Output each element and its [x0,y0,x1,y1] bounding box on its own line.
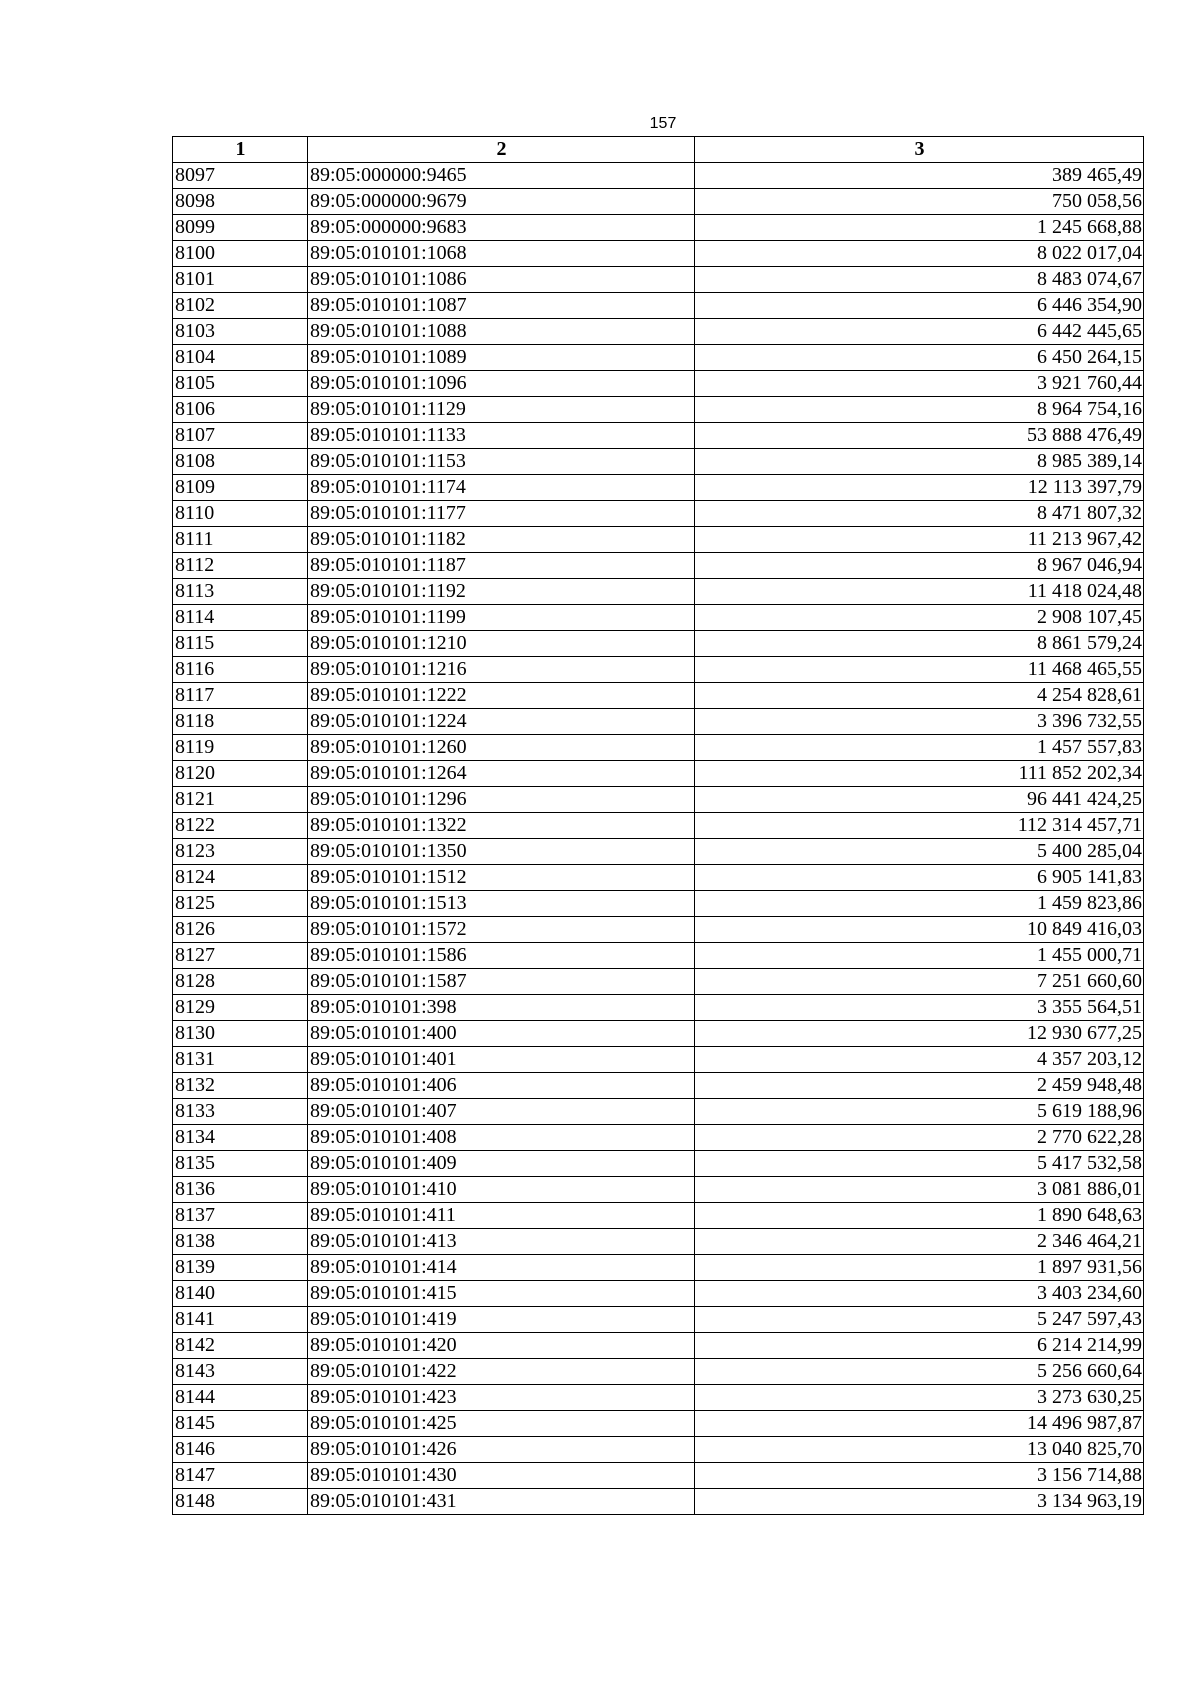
column-header-1: 1 [173,137,308,163]
table-body [173,163,1144,1515]
row-number-cell: 8128 [173,969,308,995]
row-number-cell: 8118 [173,709,308,735]
table-row [173,1333,1144,1359]
table-row [173,839,1144,865]
value-cell: 3 156 714,88 [695,1463,1144,1489]
value-cell: 2 346 464,21 [695,1229,1144,1255]
value-cell: 8 861 579,24 [695,631,1144,657]
cadastral-number-cell: 89:05:010101:1587 [308,969,695,995]
value-cell: 4 357 203,12 [695,1047,1144,1073]
table-row [173,449,1144,475]
row-number-cell: 8099 [173,215,308,241]
row-number-cell: 8142 [173,1333,308,1359]
table-row [173,215,1144,241]
cadastral-number-cell: 89:05:010101:1187 [308,553,695,579]
value-cell: 1 459 823,86 [695,891,1144,917]
table-row [173,631,1144,657]
table-row [173,1437,1144,1463]
row-number-cell: 8140 [173,1281,308,1307]
row-number-cell: 8144 [173,1385,308,1411]
value-cell: 1 897 931,56 [695,1255,1144,1281]
value-cell: 2 908 107,45 [695,605,1144,631]
row-number-cell: 8130 [173,1021,308,1047]
cadastral-number-cell: 89:05:010101:413 [308,1229,695,1255]
value-cell: 3 081 886,01 [695,1177,1144,1203]
table-row [173,787,1144,813]
value-cell: 750 058,56 [695,189,1144,215]
cadastral-number-cell: 89:05:010101:1322 [308,813,695,839]
table-row [173,579,1144,605]
table-row [173,735,1144,761]
cadastral-number-cell: 89:05:010101:1224 [308,709,695,735]
cadastral-number-cell: 89:05:010101:411 [308,1203,695,1229]
table-row [173,657,1144,683]
value-cell: 11 213 967,42 [695,527,1144,553]
value-cell: 14 496 987,87 [695,1411,1144,1437]
cadastral-number-cell: 89:05:010101:1210 [308,631,695,657]
row-number-cell: 8138 [173,1229,308,1255]
row-number-cell: 8122 [173,813,308,839]
table-header-row [173,137,1144,163]
cadastral-number-cell: 89:05:000000:9465 [308,163,695,189]
table-row [173,605,1144,631]
value-cell: 8 022 017,04 [695,241,1144,267]
value-cell: 5 247 597,43 [695,1307,1144,1333]
value-cell: 3 921 760,44 [695,371,1144,397]
table-row [173,475,1144,501]
table-row [173,1489,1144,1515]
table-row [173,1411,1144,1437]
cadastral-number-cell: 89:05:010101:1129 [308,397,695,423]
row-number-cell: 8100 [173,241,308,267]
row-number-cell: 8107 [173,423,308,449]
cadastral-number-cell: 89:05:010101:1068 [308,241,695,267]
value-cell: 5 400 285,04 [695,839,1144,865]
value-cell: 112 314 457,71 [695,813,1144,839]
value-cell: 3 403 234,60 [695,1281,1144,1307]
column-header-3: 3 [695,137,1144,163]
row-number-cell: 8097 [173,163,308,189]
value-cell: 3 355 564,51 [695,995,1144,1021]
table-row [173,163,1144,189]
table-row [173,1047,1144,1073]
row-number-cell: 8103 [173,319,308,345]
cadastral-number-cell: 89:05:010101:415 [308,1281,695,1307]
row-number-cell: 8102 [173,293,308,319]
value-cell: 11 418 024,48 [695,579,1144,605]
row-number-cell: 8108 [173,449,308,475]
cadastral-number-cell: 89:05:010101:1182 [308,527,695,553]
cadastral-number-cell: 89:05:010101:1586 [308,943,695,969]
table-row [173,293,1144,319]
value-cell: 96 441 424,25 [695,787,1144,813]
table-row [173,813,1144,839]
value-cell: 1 890 648,63 [695,1203,1144,1229]
cadastral-number-cell: 89:05:010101:1133 [308,423,695,449]
value-cell: 3 134 963,19 [695,1489,1144,1515]
row-number-cell: 8116 [173,657,308,683]
cadastral-number-cell: 89:05:010101:1153 [308,449,695,475]
row-number-cell: 8111 [173,527,308,553]
table-row [173,501,1144,527]
row-number-cell: 8148 [173,1489,308,1515]
row-number-cell: 8132 [173,1073,308,1099]
table-row [173,943,1144,969]
row-number-cell: 8101 [173,267,308,293]
value-cell: 8 964 754,16 [695,397,1144,423]
column-header-2: 2 [308,137,695,163]
cadastral-number-cell: 89:05:010101:1513 [308,891,695,917]
cadastral-number-cell: 89:05:010101:1192 [308,579,695,605]
row-number-cell: 8114 [173,605,308,631]
table-row [173,1385,1144,1411]
table-row [173,1229,1144,1255]
cadastral-number-cell: 89:05:010101:1174 [308,475,695,501]
value-cell: 2 459 948,48 [695,1073,1144,1099]
row-number-cell: 8098 [173,189,308,215]
value-cell: 11 468 465,55 [695,657,1144,683]
row-number-cell: 8112 [173,553,308,579]
cadastral-number-cell: 89:05:010101:422 [308,1359,695,1385]
row-number-cell: 8129 [173,995,308,1021]
value-cell: 12 930 677,25 [695,1021,1144,1047]
value-cell: 53 888 476,49 [695,423,1144,449]
row-number-cell: 8135 [173,1151,308,1177]
value-cell: 6 214 214,99 [695,1333,1144,1359]
cadastral-value-table [172,136,1144,1515]
cadastral-number-cell: 89:05:010101:1089 [308,345,695,371]
table-row [173,553,1144,579]
row-number-cell: 8127 [173,943,308,969]
cadastral-number-cell: 89:05:010101:400 [308,1021,695,1047]
table-row [173,371,1144,397]
row-number-cell: 8143 [173,1359,308,1385]
cadastral-number-cell: 89:05:010101:425 [308,1411,695,1437]
cadastral-number-cell: 89:05:010101:414 [308,1255,695,1281]
cadastral-number-cell: 89:05:010101:1512 [308,865,695,891]
row-number-cell: 8115 [173,631,308,657]
table-row [173,1203,1144,1229]
cadastral-number-cell: 89:05:010101:1264 [308,761,695,787]
cadastral-number-cell: 89:05:000000:9683 [308,215,695,241]
cadastral-number-cell: 89:05:010101:1216 [308,657,695,683]
cadastral-number-cell: 89:05:010101:1260 [308,735,695,761]
table-row [173,1281,1144,1307]
cadastral-number-cell: 89:05:010101:1222 [308,683,695,709]
table-row [173,761,1144,787]
value-cell: 2 770 622,28 [695,1125,1144,1151]
cadastral-number-cell: 89:05:010101:1088 [308,319,695,345]
row-number-cell: 8131 [173,1047,308,1073]
table-row [173,267,1144,293]
cadastral-number-cell: 89:05:010101:423 [308,1385,695,1411]
cadastral-number-cell: 89:05:010101:431 [308,1489,695,1515]
row-number-cell: 8134 [173,1125,308,1151]
value-cell: 7 251 660,60 [695,969,1144,995]
cadastral-number-cell: 89:05:010101:1350 [308,839,695,865]
cadastral-number-cell: 89:05:010101:398 [308,995,695,1021]
value-cell: 1 457 557,83 [695,735,1144,761]
value-cell: 8 471 807,32 [695,501,1144,527]
row-number-cell: 8121 [173,787,308,813]
value-cell: 10 849 416,03 [695,917,1144,943]
row-number-cell: 8133 [173,1099,308,1125]
row-number-cell: 8110 [173,501,308,527]
table-row [173,683,1144,709]
cadastral-number-cell: 89:05:010101:430 [308,1463,695,1489]
cadastral-number-cell: 89:05:010101:1572 [308,917,695,943]
table-row [173,1177,1144,1203]
value-cell: 6 442 445,65 [695,319,1144,345]
value-cell: 111 852 202,34 [695,761,1144,787]
value-cell: 389 465,49 [695,163,1144,189]
row-number-cell: 8147 [173,1463,308,1489]
table-row [173,423,1144,449]
table-row [173,1255,1144,1281]
row-number-cell: 8113 [173,579,308,605]
value-cell: 8 985 389,14 [695,449,1144,475]
value-cell: 1 245 668,88 [695,215,1144,241]
row-number-cell: 8139 [173,1255,308,1281]
row-number-cell: 8137 [173,1203,308,1229]
cadastral-number-cell: 89:05:010101:1087 [308,293,695,319]
table-row [173,865,1144,891]
value-cell: 6 905 141,83 [695,865,1144,891]
cadastral-number-cell: 89:05:010101:401 [308,1047,695,1073]
page-number: 157 [649,115,677,132]
table-row [173,1125,1144,1151]
table-row [173,1463,1144,1489]
value-cell: 3 273 630,25 [695,1385,1144,1411]
cadastral-number-cell: 89:05:010101:1296 [308,787,695,813]
cadastral-number-cell: 89:05:010101:410 [308,1177,695,1203]
table-row [173,1099,1144,1125]
row-number-cell: 8124 [173,865,308,891]
row-number-cell: 8145 [173,1411,308,1437]
value-cell: 4 254 828,61 [695,683,1144,709]
cadastral-number-cell: 89:05:010101:1177 [308,501,695,527]
table-row [173,1359,1144,1385]
cadastral-number-cell: 89:05:010101:1096 [308,371,695,397]
cadastral-number-cell: 89:05:010101:408 [308,1125,695,1151]
row-number-cell: 8146 [173,1437,308,1463]
row-number-cell: 8109 [173,475,308,501]
cadastral-number-cell: 89:05:000000:9679 [308,189,695,215]
row-number-cell: 8104 [173,345,308,371]
value-cell: 8 967 046,94 [695,553,1144,579]
value-cell: 5 256 660,64 [695,1359,1144,1385]
row-number-cell: 8141 [173,1307,308,1333]
table-row [173,917,1144,943]
value-cell: 5 619 188,96 [695,1099,1144,1125]
row-number-cell: 8119 [173,735,308,761]
table-row [173,891,1144,917]
row-number-cell: 8106 [173,397,308,423]
value-cell: 1 455 000,71 [695,943,1144,969]
value-cell: 13 040 825,70 [695,1437,1144,1463]
value-cell: 8 483 074,67 [695,267,1144,293]
cadastral-number-cell: 89:05:010101:419 [308,1307,695,1333]
row-number-cell: 8125 [173,891,308,917]
table-row [173,1021,1144,1047]
value-cell: 3 396 732,55 [695,709,1144,735]
table-row [173,1073,1144,1099]
table-row [173,241,1144,267]
table-row [173,1307,1144,1333]
row-number-cell: 8123 [173,839,308,865]
cadastral-number-cell: 89:05:010101:1199 [308,605,695,631]
row-number-cell: 8136 [173,1177,308,1203]
cadastral-number-cell: 89:05:010101:406 [308,1073,695,1099]
table-row [173,1151,1144,1177]
cadastral-number-cell: 89:05:010101:409 [308,1151,695,1177]
cadastral-number-cell: 89:05:010101:1086 [308,267,695,293]
row-number-cell: 8126 [173,917,308,943]
table-row [173,969,1144,995]
table-row [173,709,1144,735]
value-cell: 6 446 354,90 [695,293,1144,319]
row-number-cell: 8105 [173,371,308,397]
table-row [173,397,1144,423]
value-cell: 6 450 264,15 [695,345,1144,371]
cadastral-number-cell: 89:05:010101:420 [308,1333,695,1359]
table-row [173,345,1144,371]
row-number-cell: 8120 [173,761,308,787]
table-row [173,319,1144,345]
cadastral-number-cell: 89:05:010101:426 [308,1437,695,1463]
cadastral-number-cell: 89:05:010101:407 [308,1099,695,1125]
table-row [173,995,1144,1021]
value-cell: 12 113 397,79 [695,475,1144,501]
table-row [173,527,1144,553]
value-cell: 5 417 532,58 [695,1151,1144,1177]
table-row [173,189,1144,215]
row-number-cell: 8117 [173,683,308,709]
